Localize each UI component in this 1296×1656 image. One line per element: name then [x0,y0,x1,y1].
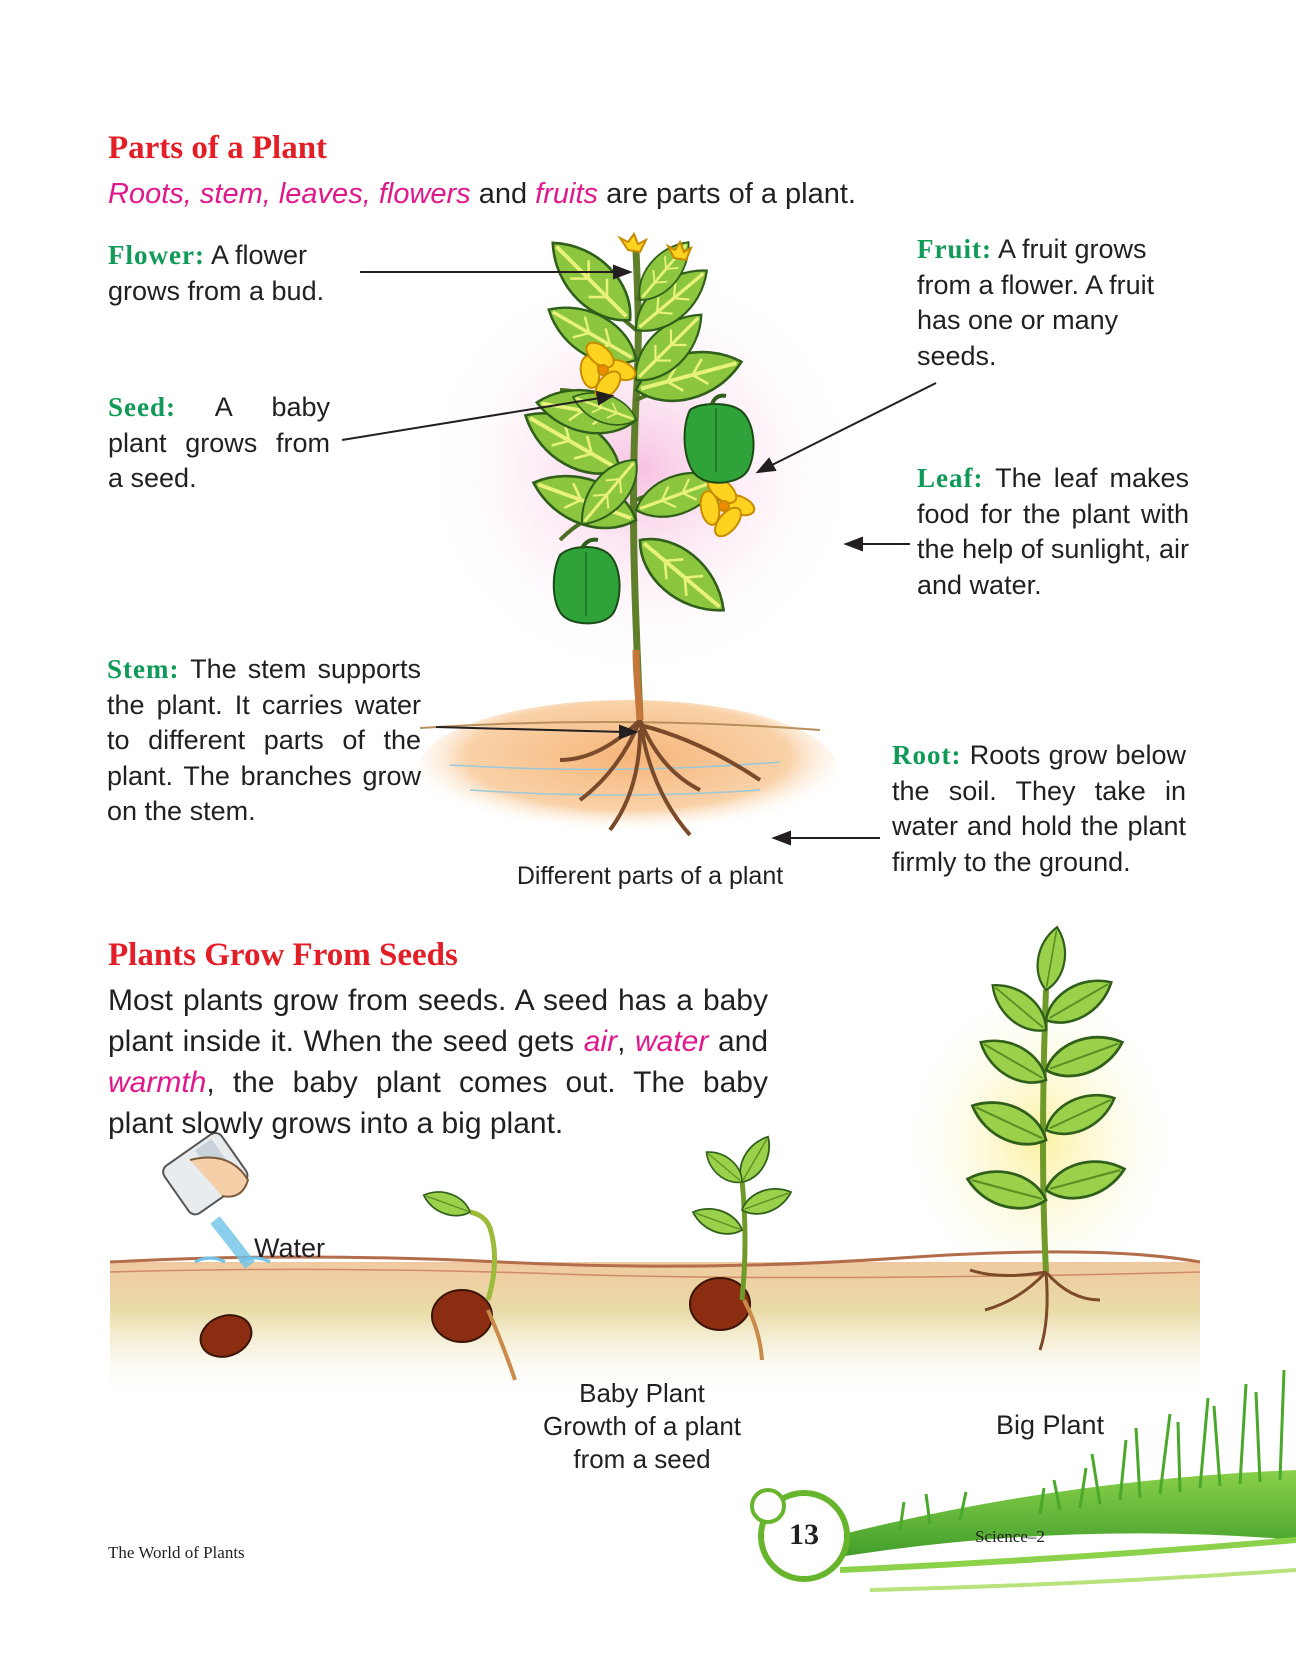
seeds-text-1: Most plants grow from seeds. A seed has a baby plant inside it. When the seed gets [108,984,768,1058]
label-seed [108,390,330,497]
intro-sep: , [362,178,379,210]
page-number: 13 [789,1518,819,1551]
text-root: Roots grow below the soil. They take in water and hold the plant firmly to the ground. [892,740,1186,877]
growth-caption [500,1377,784,1476]
seeds-warmth: warmth [108,1066,207,1099]
label-flower [108,238,348,309]
text-fruit: A fruit grows from a flower. A fruit has one or many seeds. [917,234,1155,371]
label-fruit [917,232,1181,374]
term-root: Root: [892,740,962,770]
seeds-and: and [708,1025,768,1058]
text-leaf: The leaf makes food for the plant with the help of sunlight, air and water. [917,463,1189,600]
water-label: Water [254,1233,326,1263]
text-flower: A flower grows from a bud. [108,240,325,306]
intro-leaves: leaves [278,178,363,210]
footer-book-title: Science–2 [975,1527,1045,1546]
intro-and: and [470,178,536,210]
term-stem: Stem: [107,654,180,684]
growth-caption-line1: Growth of a plant [543,1411,741,1441]
label-leaf [917,461,1189,603]
section-heading-parts: Parts of a Plant [108,130,328,166]
intro-stem: stem [199,178,263,210]
seeds-water: water [635,1025,709,1058]
seeds-paragraph [108,980,768,1144]
footer-chapter-title: The World of Plants [108,1543,245,1562]
intro-fruits: fruits [535,178,599,210]
section-heading-seeds: Plants Grow From Seeds [108,937,458,973]
intro-tail: are parts of a plant. [598,178,856,210]
baby-plant-label: Baby Plant [579,1378,705,1408]
intro-sep: , [262,178,279,210]
label-stem [107,652,421,830]
seeds-text-2: , the baby plant comes out. The baby plant slowly grows into a big plant. [108,1066,768,1140]
text-seed: A baby plant grows from a seed. [108,392,330,493]
intro-flowers: flowers [378,178,471,210]
growth-caption-line2: from a seed [573,1444,711,1474]
intro-sep: , [183,178,200,210]
term-seed: Seed: [108,392,176,422]
big-plant-label: Big Plant [995,1410,1105,1440]
term-flower: Flower: [108,240,205,270]
intro-roots: Roots [108,178,184,210]
plant-diagram [418,227,860,840]
text-stem: The stem supports the plant. It carries water to different parts of the plant. The branches grow on the stem. [107,654,421,826]
term-leaf: Leaf: [917,463,984,493]
caption-plant-parts: Different parts of a plant [516,862,784,890]
seeds-comma: , [617,1025,626,1058]
intro-sentence [108,176,1208,212]
term-fruit: Fruit: [917,234,992,264]
label-root [892,738,1186,880]
seeds-air: air [583,1025,618,1058]
